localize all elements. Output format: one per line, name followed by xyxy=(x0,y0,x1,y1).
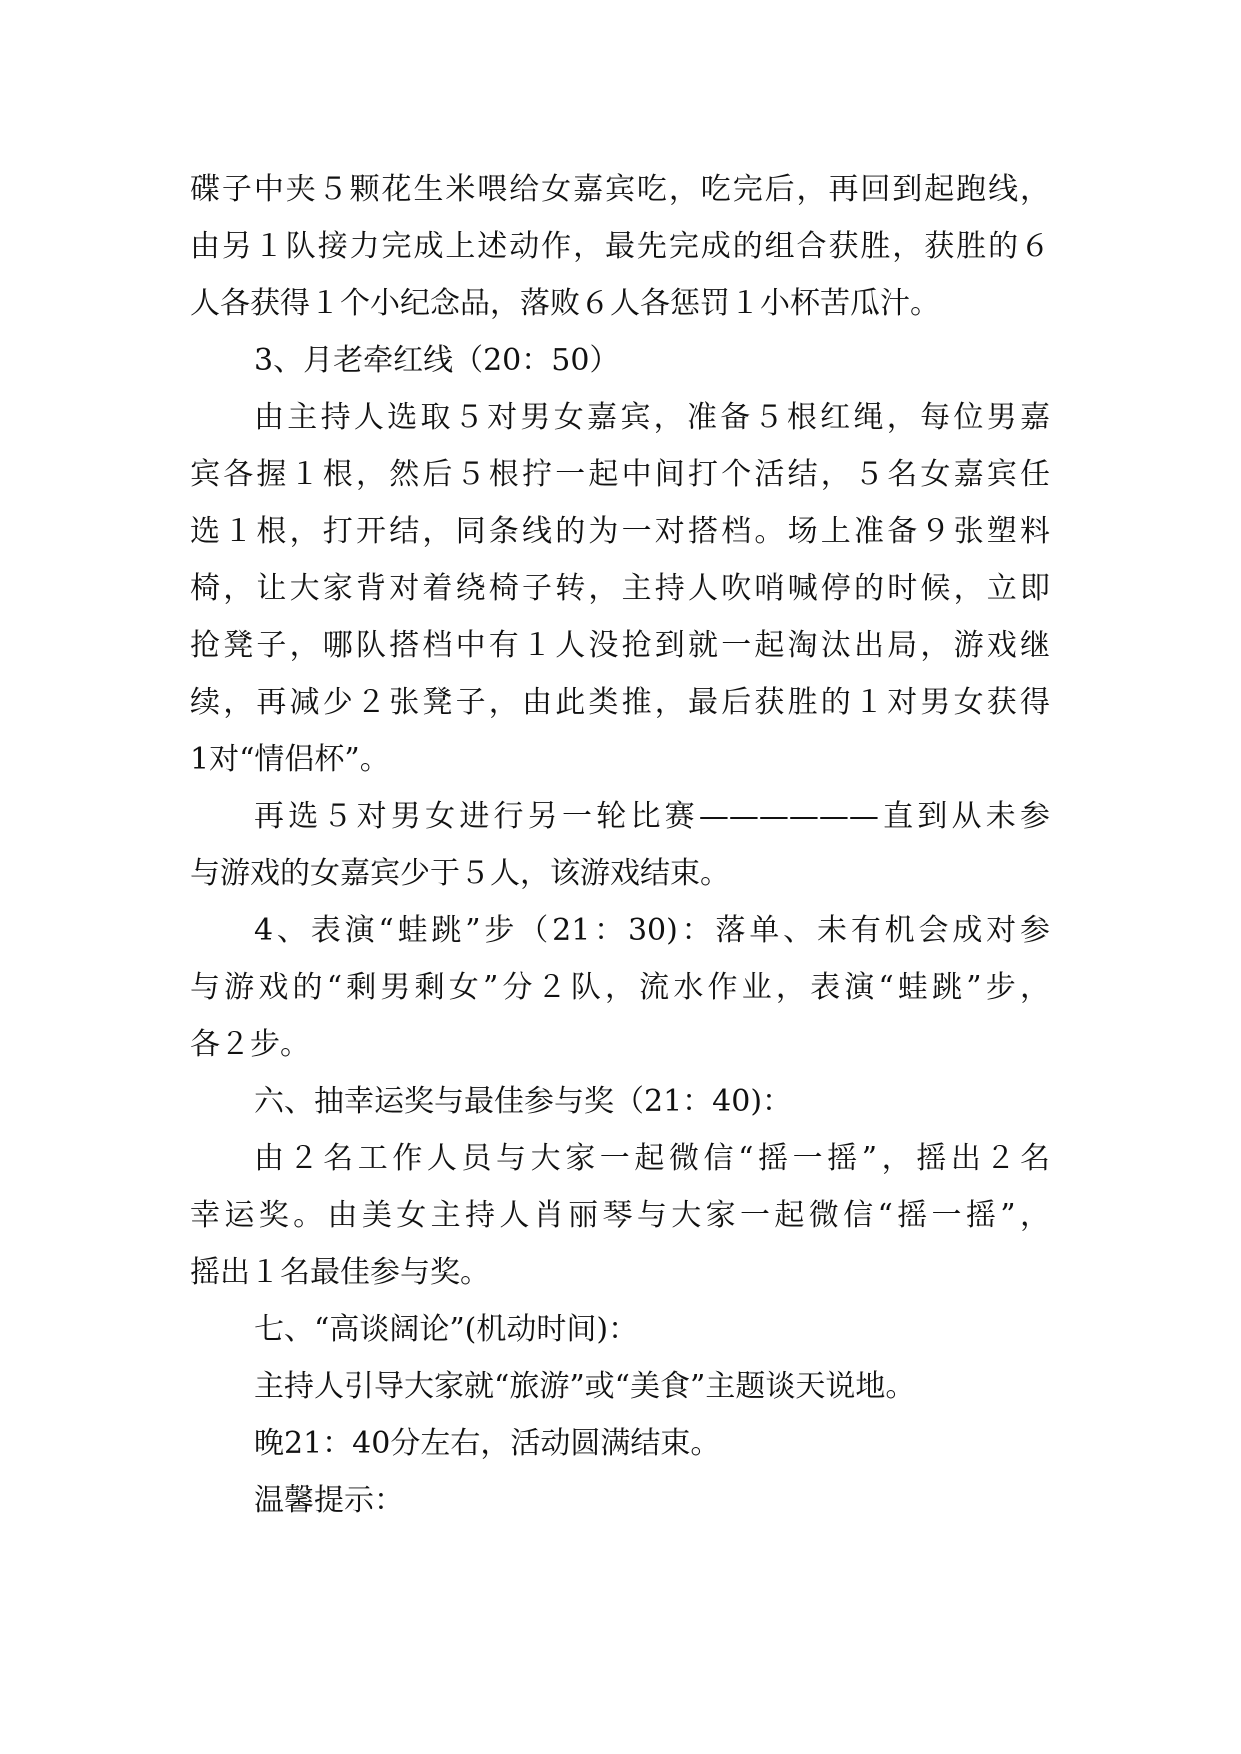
text-line: 再选５对男女进行另一轮比赛——————直到从未参 xyxy=(254,799,1050,834)
text-line: 宾各握１根，然后５根拧一起中间打个活结，５名女嘉宾任 xyxy=(190,457,1050,492)
text-line: 人各获得１个小纪念品，落败６人各惩罚１小杯苦瓜汁。 xyxy=(190,286,940,321)
text-line: 温馨提示： xyxy=(254,1483,404,1518)
text-line: 与游戏的女嘉宾少于５人，该游戏结束。 xyxy=(190,856,730,891)
text-line: 晚21：40分左右，活动圆满结束。 xyxy=(254,1426,721,1461)
text-line: 与游戏的“剩男剩女”分２队，流水作业，表演“蛙跳”步， xyxy=(190,970,1050,1005)
text-line: 椅，让大家背对着绕椅子转，主持人吹哨喊停的时候，立即 xyxy=(190,571,1050,606)
section-heading: 4、表演“蛙跳”步（21：30)：落单、未有机会成对参 xyxy=(254,913,1050,948)
section-heading: 六、抽幸运奖与最佳参与奖（21：40)： xyxy=(254,1084,793,1119)
text-line: 主持人引导大家就“旅游”或“美食”主题谈天说地。 xyxy=(254,1369,916,1404)
text-line: 摇出１名最佳参与奖。 xyxy=(190,1255,490,1290)
text-line: 各２步。 xyxy=(190,1027,310,1062)
text-line: 1对“情侣杯”。 xyxy=(190,742,390,777)
section-heading: 3、月老牵红线（20：50） xyxy=(254,343,620,378)
text-line: 续，再减少２张凳子，由此类推，最后获胜的１对男女获得 xyxy=(190,685,1050,720)
text-line: 碟子中夹５颗花生米喂给女嘉宾吃，吃完后，再回到起跑线， xyxy=(190,172,1050,207)
text-line: 由２名工作人员与大家一起微信“摇一摇”，摇出２名 xyxy=(254,1141,1050,1176)
text-line: 由主持人选取５对男女嘉宾，准备５根红绳，每位男嘉 xyxy=(254,400,1050,435)
section-heading: 七、“高谈阔论”(机动时间)： xyxy=(254,1312,639,1347)
text-line: 由另１队接力完成上述动作，最先完成的组合获胜，获胜的６ xyxy=(190,229,1050,264)
text-line: 选１根，打开结，同条线的为一对搭档。场上准备９张塑料 xyxy=(190,514,1050,549)
text-line: 抢凳子，哪队搭档中有１人没抢到就一起淘汰出局，游戏继 xyxy=(190,628,1050,663)
text-line: 幸运奖。由美女主持人肖丽琴与大家一起微信“摇一摇”， xyxy=(190,1198,1050,1233)
